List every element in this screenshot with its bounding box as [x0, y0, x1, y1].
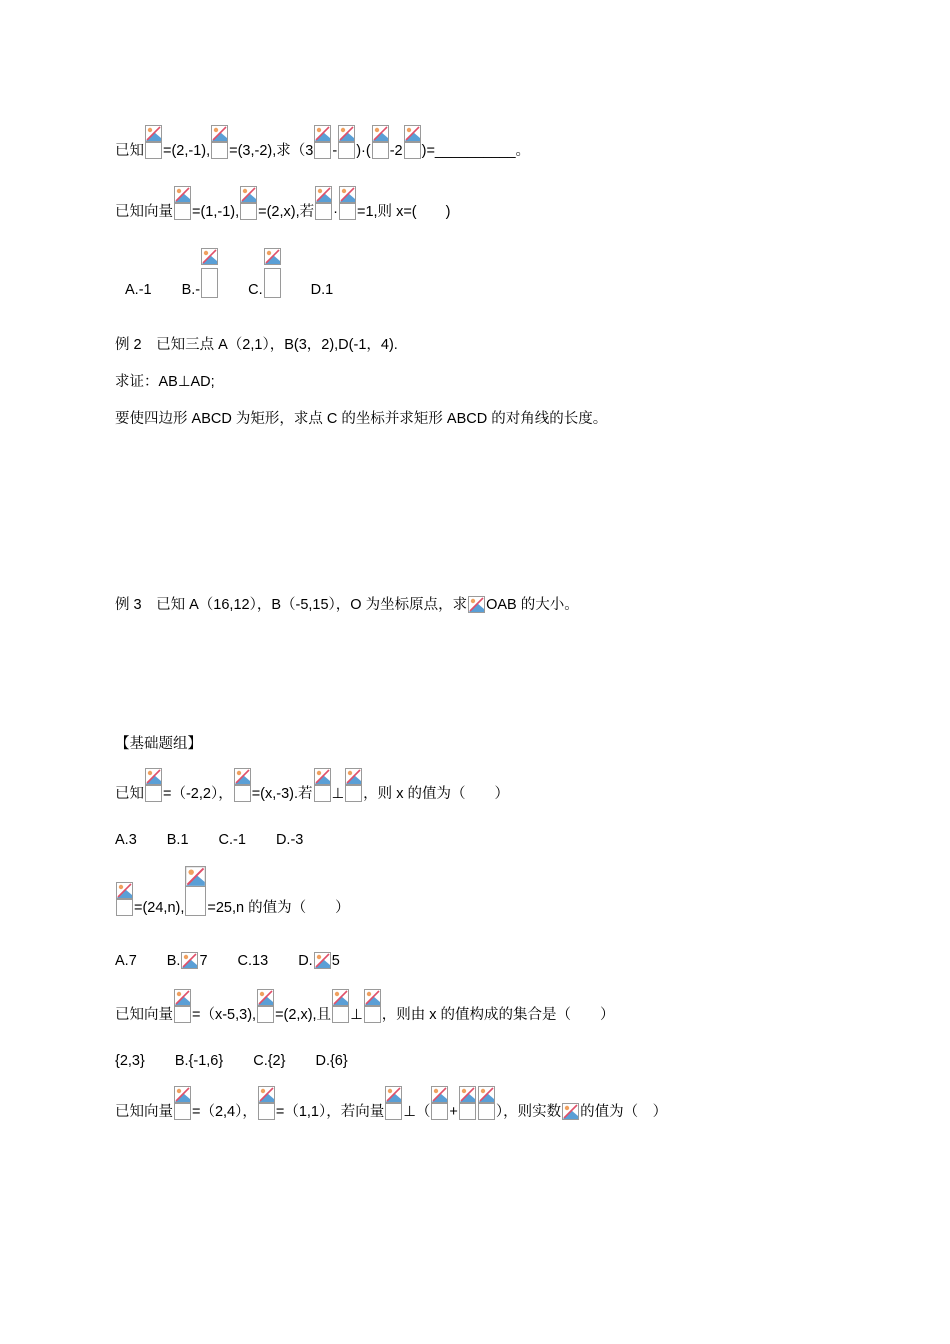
broken-image-icon [459, 1086, 476, 1120]
option-d: D.-3 [275, 832, 304, 848]
q1-text-6: -2 [389, 143, 403, 159]
q1-text-5: )·( [356, 143, 371, 159]
q1-text-7: )=__________。 [421, 143, 531, 159]
option-a: A.-1 [125, 282, 152, 298]
basic-question-3: 已知向量 =（x-5,3), =(2,x),且 ⊥ ，则由 x 的值构成的集合是（ ） [115, 989, 615, 1023]
broken-image-icon [116, 882, 133, 916]
q1-text-3: =(3,-2),求（3 [229, 143, 314, 159]
broken-image-icon [468, 596, 485, 613]
broken-image-icon [339, 186, 356, 220]
q2-text-5: =1,则 x=( ) [356, 204, 451, 220]
broken-image-icon [338, 125, 355, 159]
basic-question-3-options [115, 1053, 348, 1069]
example-3-text-1: 例 3 已知 A（16,12），B（-5,15），O 为坐标原点，求 [115, 597, 468, 613]
question-2-options [125, 248, 333, 298]
q2-text-2: =(1,-1), [192, 204, 240, 220]
example-2-line-2: 要使四边形 ABCD 为矩形，求点 C 的坐标并求矩形 ABCD 的对角线的长度。 [115, 411, 608, 427]
example-3 [115, 596, 579, 613]
basic-question-1: 已知 =（-2,2）， =(x,-3).若 ⊥ ，则 x 的值为（ ） [115, 768, 509, 802]
option-a: {2,3} [115, 1053, 145, 1069]
example-2-line-1: 求证：AB⊥AD; [115, 374, 215, 390]
question-2 [115, 186, 450, 220]
option-a: A.7 [115, 953, 137, 969]
broken-image-icon [145, 768, 162, 802]
broken-image-icon [404, 125, 421, 159]
broken-image-icon [174, 1086, 191, 1120]
broken-image-icon [385, 1086, 402, 1120]
q2-text-3: =(2,x),若 [258, 204, 315, 220]
option-b: B.- [181, 282, 201, 298]
option-c: C.{2} [253, 1053, 286, 1069]
broken-image-icon [258, 1086, 275, 1120]
broken-image-icon [431, 1086, 448, 1120]
question-1 [115, 125, 530, 159]
broken-image-icon [240, 186, 257, 220]
broken-image-icon [314, 952, 331, 969]
option-b: B. [166, 953, 181, 969]
q1-text-4: - [332, 143, 338, 159]
q1-text-2: =(2,-1), [163, 143, 211, 159]
broken-image-icon [364, 989, 381, 1023]
broken-image-icon [562, 1103, 579, 1120]
broken-image-icon [145, 125, 162, 159]
basic-question-1-options [115, 832, 303, 848]
basic-question-2: =(24,n), =25,n 的值为（ ） [115, 866, 350, 916]
example-2-title: 例 2 已知三点 A（2,1），B(3，2),D(-1，4). [115, 337, 398, 353]
broken-image-icon [181, 952, 198, 969]
broken-image-icon [314, 768, 331, 802]
broken-image-icon [211, 125, 228, 159]
broken-image-icon [264, 248, 281, 298]
broken-image-icon [234, 768, 251, 802]
option-a: A.3 [115, 832, 137, 848]
basic-question-4: 已知向量 =（2,4）， =（1,1），若向量 ⊥（ + ），则实数 的值为（ ） [115, 1086, 667, 1120]
example-3-text-2: OAB 的大小。 [486, 597, 579, 613]
broken-image-icon [372, 125, 389, 159]
broken-image-icon [174, 989, 191, 1023]
broken-image-icon [257, 989, 274, 1023]
basic-group-heading: 【基础题组】 [115, 736, 202, 752]
broken-image-icon [314, 125, 331, 159]
broken-image-icon [332, 989, 349, 1023]
option-d: D.1 [310, 282, 334, 298]
basic-question-2-options: A.7 B. 7 C.13 D. 5 [115, 953, 340, 969]
q2-text-4: · [333, 204, 338, 220]
broken-image-icon [185, 866, 206, 916]
broken-image-icon [345, 768, 362, 802]
option-c: C.13 [237, 953, 269, 969]
q2-text-1: 已知向量 [115, 204, 173, 220]
broken-image-icon [478, 1086, 495, 1120]
option-b: B.{-1,6} [174, 1053, 224, 1069]
option-d: D.{6} [315, 1053, 348, 1069]
option-d: D. [298, 953, 313, 969]
broken-image-icon [201, 248, 218, 298]
broken-image-icon [315, 186, 332, 220]
option-b: B.1 [166, 832, 189, 848]
option-c: C.-1 [218, 832, 246, 848]
q1-text-1: 已知 [115, 143, 144, 159]
option-c: C. [248, 282, 263, 298]
broken-image-icon [174, 186, 191, 220]
